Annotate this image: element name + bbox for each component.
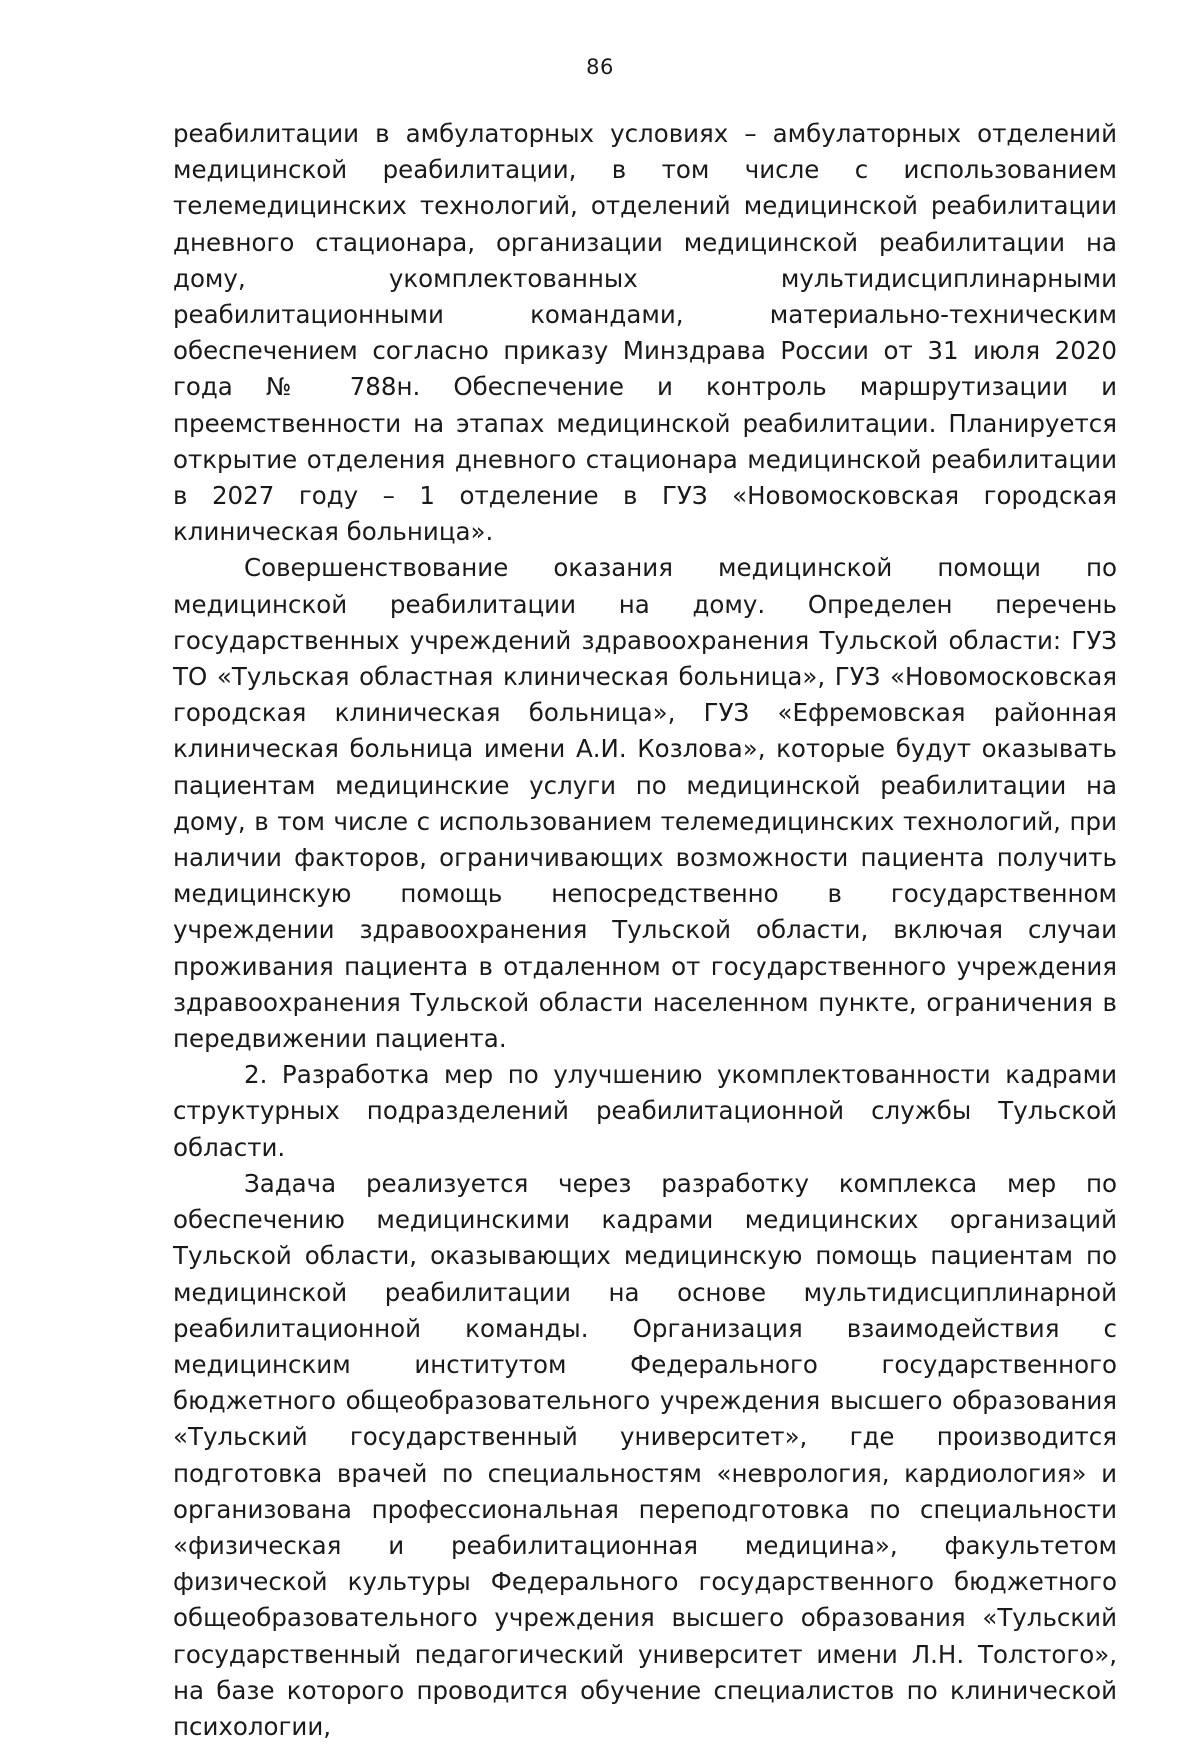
paragraph-2: Совершенствование оказания медицинской помощи по медицинской реабилитации на дому. Определен перечень государственных учреждений здравоохранения Тульской области: ГУЗ ТО «Тульская областная клиническая больница», ГУЗ «Новомосковская городская клиническая больница», ГУЗ «Ефремовская районная клиническая больница имени А.И. Козлова», которые будут оказывать пациентам медицинские услуги по медицинской реабилитации на дому, в том числе с использованием телемедицинских технологий, при наличии факторов, ограничивающих возможности пациента получить медицинскую помощь непосредственно в государственном учреждении здравоохранения Тульской области, включая случаи проживания пациента в отдаленном от государственного учреждения здравоохранения Тульской области населенном пункте, ограничения в передвижении пациента. (173, 553, 1117, 1054)
paragraph-1: реабилитации в амбулаторных условиях – амбулаторных отделений медицинской реабилитации, в том числе с использованием телемедицинских технологий, отделений медицинской реабилитации дневного стационара, организации медицинской реабилитации на дому, укомплектованных мультидисциплинарными реабилитационными командами, материально-техническим обеспечением согласно приказу Минздрава России от 31 июля 2020 года № 788н. Обеспечение и контроль маршрутизации и преемственности на этапах медицинской реабилитации. Планируется открытие отделения дневного стационара медицинской реабилитации в 2027 году – 1 отделение в ГУЗ «Новомосковская городская клиническая больница». (173, 119, 1117, 547)
page-number: 86 (586, 55, 614, 79)
paragraph-3: 2. Разработка мер по улучшению укомплектованности кадрами структурных подразделений реабилитационной службы Тульской области. (173, 1060, 1117, 1162)
document-body (173, 116, 1117, 1745)
paragraph-4: Задача реализуется через разработку комплекса мер по обеспечению медицинскими кадрами медицинских организаций Тульской области, оказывающих медицинскую помощь пациентам по медицинской реабилитации на основе мультидисциплинарной реабилитационной команды. Организация взаимодействия с медицинским институтом Федерального государственного бюджетного общеобразовательного учреждения высшего образования «Тульский государственный университет», где производится подготовка врачей по специальностям «неврология, кардиология» и организована профессиональная переподготовка по специальности «физическая и реабилитационная медицина», факультетом физической культуры Федерального государственного бюджетного общеобразовательного учреждения высшего образования «Тульский государственный педагогический университет имени Л.Н. Толстого», на базе которого проводится обучение специалистов по клинической психологии, (173, 1168, 1117, 1741)
